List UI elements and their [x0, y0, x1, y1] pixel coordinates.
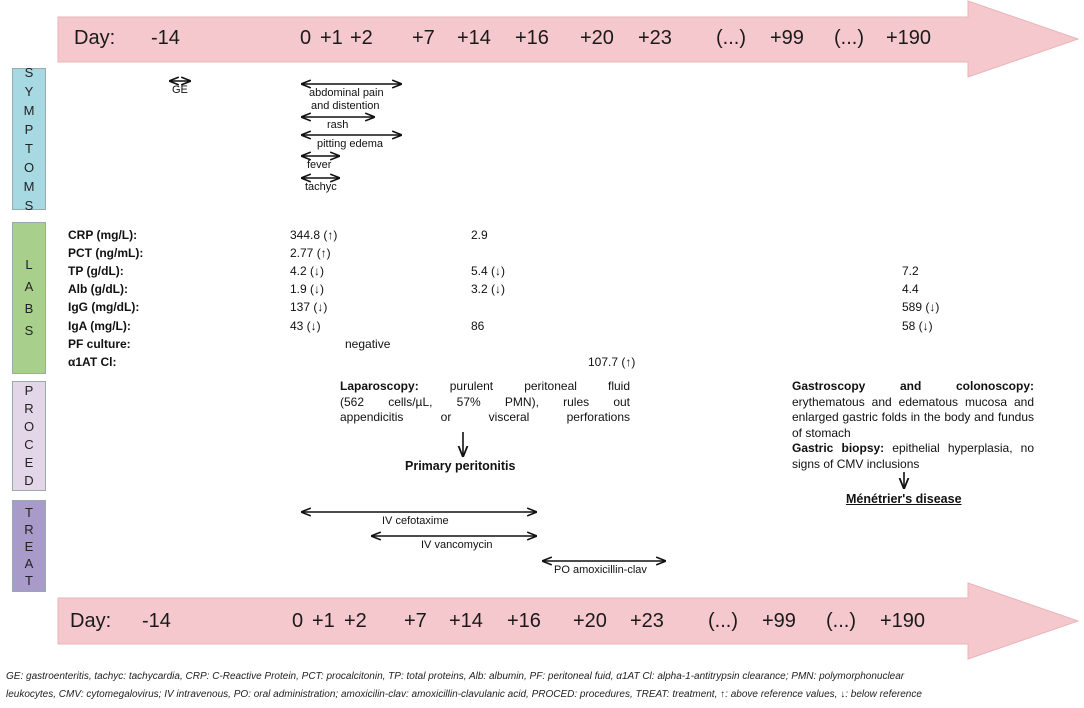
day-tick: +1	[312, 610, 335, 632]
section-letter: O	[23, 419, 35, 434]
day-tick: +99	[770, 27, 804, 49]
laparoscopy-line: purulent peritoneal fluid	[418, 379, 630, 393]
section-letter: O	[23, 160, 35, 175]
lab-value: 43 (↓)	[290, 319, 321, 333]
day-tick: -14	[151, 27, 180, 49]
day-tick: +7	[412, 27, 435, 49]
section-letter: C	[24, 437, 34, 452]
section-letter: S	[24, 65, 34, 80]
section-treat	[12, 500, 46, 592]
treat-cefotaxime: IV cefotaxime	[382, 515, 449, 527]
day-tick: 0	[300, 27, 312, 49]
treat-amox: PO amoxicillin-clav	[554, 564, 647, 576]
day-tick: (...)	[708, 610, 738, 632]
section-letter: L	[25, 257, 33, 272]
day-tick: 0	[292, 610, 304, 632]
day-tick: +99	[762, 610, 796, 632]
primary-peritonitis: Primary peritonitis	[405, 459, 516, 473]
day-tick: (...)	[826, 610, 856, 632]
section-letter: S	[24, 323, 34, 338]
section-labs	[12, 222, 46, 374]
day-tick: +1	[320, 27, 343, 49]
lab-value: 58 (↓)	[902, 319, 933, 333]
section-letter: Y	[24, 84, 34, 99]
day-tick: +2	[350, 27, 373, 49]
day-tick: +20	[573, 610, 607, 632]
a1at-value: 107.7 (↑)	[588, 355, 636, 369]
section-letter: R	[24, 401, 34, 416]
day-tick: +2	[344, 610, 367, 632]
section-letter: P	[24, 122, 34, 137]
section-letter: R	[24, 521, 34, 537]
section-letter: T	[25, 141, 33, 156]
section-letter: M	[23, 179, 35, 194]
symptom-edema: pitting edema	[317, 138, 384, 150]
day-tick: +20	[580, 27, 614, 49]
footnote	[6, 668, 922, 704]
lab-label: PCT (ng/mL):	[68, 246, 144, 260]
day-tick: +190	[886, 27, 932, 49]
lab-value: 1.9 (↓)	[290, 282, 325, 296]
symptom-abdominal: abdominal pain	[309, 87, 384, 99]
laparoscopy-title: Laparoscopy:	[340, 379, 419, 393]
day-label: Day:	[70, 610, 112, 632]
lab-value: 2.9	[471, 228, 488, 242]
section-letter: T	[25, 572, 33, 588]
footnote-line: leukocytes, CMV: cytomegalovirus; IV intravenous, PO: oral administration; amoxicilin-clav: amoxicillin-clavulanic acid, PROCED: procedures, TREAT: treatment, ↑: above reference values, ↓: below reference	[6, 689, 922, 700]
section-letter: P	[24, 383, 34, 398]
treat-vancomycin: IV vancomycin	[421, 539, 493, 551]
pf-culture-value: negative	[345, 337, 391, 351]
section-letter: B	[24, 301, 34, 316]
section-letter: E	[24, 455, 34, 470]
symptom-tachyc: tachyc	[305, 181, 337, 193]
day-tick: (...)	[716, 27, 746, 49]
day-tick: +7	[404, 610, 427, 632]
day-tick: +14	[449, 610, 483, 632]
section-letter: T	[25, 504, 33, 520]
lab-value: 4.2 (↓)	[290, 264, 325, 278]
menetrier-disease: Ménétrier's disease	[846, 492, 962, 506]
biopsy-body: epithelial hyperplasia, no signs of CMV inclusions	[792, 441, 1035, 471]
gastroscopy-title: Gastroscopy and colonoscopy:	[792, 379, 1034, 393]
day-tick: -14	[142, 610, 171, 632]
lab-value: 137 (↓)	[290, 300, 328, 314]
lab-label: α1AT Cl:	[68, 355, 117, 369]
laparoscopy-line: appendicitis or visceral perforations	[340, 410, 630, 424]
lab-value: 86	[471, 319, 485, 333]
lab-value: 3.2 (↓)	[471, 282, 506, 296]
section-letter: M	[23, 103, 35, 118]
day-tick: +16	[515, 27, 549, 49]
biopsy-title: Gastric biopsy:	[792, 441, 885, 455]
section-letter: S	[24, 198, 34, 213]
lab-value: 2.77 (↑)	[290, 246, 331, 260]
lab-value: 589 (↓)	[902, 300, 940, 314]
symptom-rash: rash	[327, 119, 349, 131]
lab-label: Alb (g/dL):	[68, 282, 128, 296]
section-letter: E	[24, 538, 34, 554]
day-tick: +14	[457, 27, 491, 49]
day-tick: +23	[630, 610, 664, 632]
lab-value: 4.4	[902, 282, 919, 296]
day-label: Day:	[74, 27, 116, 49]
laparoscopy-block	[340, 379, 630, 426]
lab-label: IgG (mg/dL):	[68, 300, 140, 314]
section-letter: A	[24, 279, 34, 294]
section-proced	[12, 381, 46, 491]
day-tick: +23	[638, 27, 672, 49]
section-letter: D	[24, 473, 34, 488]
symptom-fever: fever	[307, 159, 332, 171]
day-tick: +190	[880, 610, 926, 632]
gastroscopy-block	[792, 379, 1034, 472]
lab-label: TP (g/dL):	[68, 264, 124, 278]
lab-value: 7.2	[902, 264, 919, 278]
footnote-line: GE: gastroenteritis, tachyc: tachycardia, CRP: C-Reactive Protein, PCT: procalcitonin, TP: total proteins, Alb: albumin, PF: peritoneal fuid, α1AT Cl: alpha-1-antitrypsin clearance; PMN: polymorphonuclear	[6, 671, 905, 682]
day-tick: +16	[507, 610, 541, 632]
laparoscopy-line: (562 cells/µL, 57% PMN), rules out	[340, 394, 630, 409]
lab-label: IgA (mg/L):	[68, 319, 131, 333]
section-symptoms	[12, 65, 46, 213]
gastroscopy-body: erythematous and edematous mucosa and enlarged gastric folds in the body and fundus of stomach	[792, 394, 1034, 440]
lab-value: 344.8 (↑)	[290, 228, 338, 242]
lab-label: CRP (mg/L):	[68, 228, 138, 242]
lab-value: 5.4 (↓)	[471, 264, 506, 278]
symptom-ge: GE	[172, 84, 188, 96]
symptom-distention: and distention	[311, 100, 380, 112]
lab-label: PF culture:	[68, 337, 131, 351]
day-tick: (...)	[834, 27, 864, 49]
section-letter: A	[24, 555, 34, 571]
